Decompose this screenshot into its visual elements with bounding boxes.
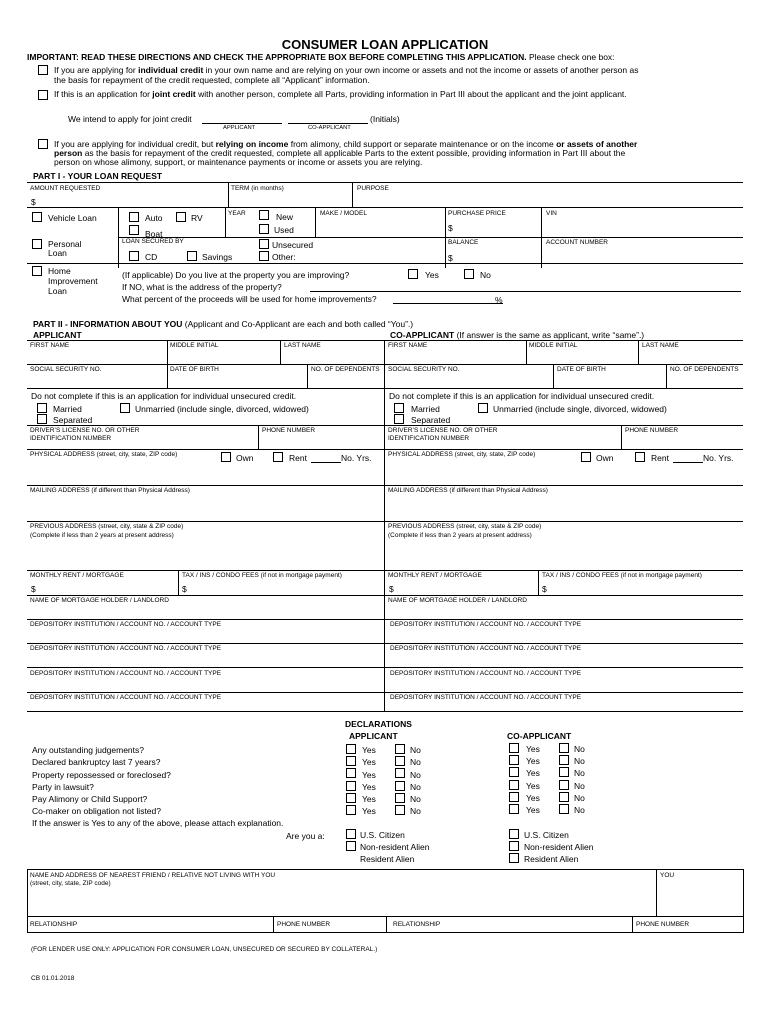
applicant-yes-checkbox[interactable] xyxy=(346,744,356,754)
applicant-yes-checkbox[interactable] xyxy=(346,793,356,803)
divider xyxy=(352,183,353,207)
applicant-rent-dollar[interactable]: $ xyxy=(31,584,36,594)
applicant-ssn-label: SOCIAL SECURITY NO. xyxy=(30,366,102,373)
opt2-c: with another person, complete all Parts, providing information in Part III about the applicant and the joint applicant. xyxy=(195,89,627,99)
coapplicant-mailing-address-label: MAILING ADDRESS (if different than Physical Address) xyxy=(388,487,548,494)
applicant-no-label: No xyxy=(410,770,421,780)
rule xyxy=(27,388,743,389)
coapplicant-yes-label: Yes xyxy=(526,768,540,778)
coapplicant-non-resident-label: Non-resident Alien xyxy=(524,842,594,852)
coapplicant-do-not-complete: Do not complete if this is an application for individual unsecured credit. xyxy=(389,391,655,401)
coapplicant-no-label: No xyxy=(574,744,585,754)
option-individual-line2: the basis for repayment of the credit requested, complete all “Applicant” information. xyxy=(54,75,370,85)
term-label: TERM (in months) xyxy=(231,185,284,192)
part1-rule xyxy=(27,182,743,183)
coapplicant-rent-checkbox[interactable] xyxy=(635,452,645,462)
applicant-resident-label[interactable]: Resident Alien xyxy=(360,854,415,864)
coapplicant-heading-bold: CO-APPLICANT xyxy=(390,330,455,340)
applicant-us-citizen-checkbox[interactable] xyxy=(346,829,356,839)
coapplicant-unmarried-checkbox[interactable] xyxy=(478,403,488,413)
divider xyxy=(315,208,316,237)
coapplicant-phone-label: PHONE NUMBER xyxy=(625,427,679,434)
applicant-no-checkbox[interactable] xyxy=(395,744,405,754)
savings-checkbox[interactable] xyxy=(187,251,197,261)
are-you-label: Are you a: xyxy=(286,831,325,841)
divider xyxy=(541,208,542,268)
divider xyxy=(632,916,633,933)
coapplicant-no-label: No xyxy=(574,756,585,766)
coapplicant-middle-initial-label: MIDDLE INITIAL xyxy=(529,342,578,349)
option-joint-text xyxy=(54,90,627,99)
initials-label: (Initials) xyxy=(370,114,400,124)
rule xyxy=(27,263,743,264)
nearest-relative-label-2: (street, city, state, ZIP code) xyxy=(30,880,111,887)
coapplicant-no-checkbox[interactable] xyxy=(559,743,569,753)
coapplicant-dependents-label: NO. OF DEPENDENTS xyxy=(670,366,739,373)
applicant-no-label: No xyxy=(410,794,421,804)
coapplicant-no-checkbox[interactable] xyxy=(559,792,569,802)
question-judgements: Any outstanding judgements? xyxy=(32,745,144,755)
rule xyxy=(27,485,743,486)
divider xyxy=(386,916,387,933)
opt1-b: individual credit xyxy=(138,65,204,75)
applicant-dl-label-2: IDENTIFICATION NUMBER xyxy=(30,435,112,442)
percent-proceeds-question: What percent of the proceeds will be used for home improvements? xyxy=(122,294,377,304)
vehicle-loan-label: Vehicle Loan xyxy=(48,213,97,223)
part1-heading: PART I - YOUR LOAN REQUEST xyxy=(33,171,163,181)
applicant-tax-fees-label: TAX / INS / CONDO FEES (if not in mortgage payment) xyxy=(182,572,342,579)
rule xyxy=(27,667,743,668)
new-label: New xyxy=(276,212,294,222)
coapplicant-tax-fees-label: TAX / INS / CONDO FEES (if not in mortgage payment) xyxy=(542,572,702,579)
center-divider xyxy=(384,340,385,711)
rule xyxy=(27,364,743,365)
coapplicant-own-label: Own xyxy=(596,453,614,463)
divider xyxy=(258,425,259,449)
divider xyxy=(307,364,308,388)
divider xyxy=(225,208,226,237)
personal-loan-label-1: Personal xyxy=(48,239,82,249)
applicant-yes-checkbox[interactable] xyxy=(346,805,356,815)
coapplicant-separated-label: Separated xyxy=(411,415,451,425)
coapplicant-yes-label: Yes xyxy=(526,756,540,766)
cd-checkbox[interactable] xyxy=(129,251,139,261)
phone-label-2: PHONE NUMBER xyxy=(636,921,690,928)
coapplicant-married-label: Married xyxy=(411,404,440,414)
rv-label: RV xyxy=(191,213,203,223)
coapplicant-yes-checkbox[interactable] xyxy=(509,804,519,814)
applicant-married-label: Married xyxy=(53,404,82,414)
applicant-previous-address-label-2: (Complete if less than 2 years at present address) xyxy=(30,532,174,539)
applicant-depository-label: DEPOSITORY INSTITUTION / ACCOUNT NO. / ACCOUNT TYPE xyxy=(30,670,222,677)
you-label: YOU xyxy=(660,872,675,879)
option-relying-line3: person on whose alimony, support, or maintenance payments or income or assets you are relying. xyxy=(54,157,423,167)
unsecured-label: Unsecured xyxy=(272,240,314,250)
opt3-line2a: person xyxy=(54,148,83,158)
declarations-heading: DECLARATIONS xyxy=(345,719,412,729)
important-directions xyxy=(27,53,615,62)
home-improvement-label-3: Loan xyxy=(48,286,67,296)
rule xyxy=(118,237,743,238)
applicant-no-checkbox[interactable] xyxy=(395,768,405,778)
opt1-a: If you are applying for xyxy=(54,65,139,75)
applicant-yes-checkbox[interactable] xyxy=(346,781,356,791)
coapplicant-note: (If answer is the same as applicant, write “same”.) xyxy=(454,330,645,340)
divider xyxy=(280,340,281,364)
cd-label: CD xyxy=(145,252,158,262)
rule xyxy=(27,521,743,522)
individual-credit-checkbox[interactable] xyxy=(38,65,48,75)
applicant-yes-label: Yes xyxy=(362,806,376,816)
other-checkbox[interactable] xyxy=(259,251,269,261)
applicant-first-name-label: FIRST NAME xyxy=(30,342,70,349)
coapplicant-depository-label: DEPOSITORY INSTITUTION / ACCOUNT NO. / ACCOUNT TYPE xyxy=(390,694,582,701)
divider xyxy=(167,340,168,364)
important-rest: Please check one box: xyxy=(526,52,615,62)
purchase-dollar[interactable]: $ xyxy=(448,223,453,233)
applicant-phone-label: PHONE NUMBER xyxy=(262,427,316,434)
phone-label-1: PHONE NUMBER xyxy=(277,921,331,928)
live-at-property-question: (If applicable) Do you live at the property you are improving? xyxy=(122,270,350,280)
nearest-relative-label-1: NAME AND ADDRESS OF NEAREST FRIEND / RELATIVE NOT LIVING WITH YOU xyxy=(30,872,276,879)
part2-heading-rest: (Applicant and Co-Applicant are each and both called “You”.) xyxy=(182,319,414,329)
applicant-depository-label: DEPOSITORY INSTITUTION / ACCOUNT NO. / ACCOUNT TYPE xyxy=(30,621,222,628)
coapplicant-rent-dollar[interactable]: $ xyxy=(389,584,394,594)
applicant-no-checkbox[interactable] xyxy=(395,805,405,815)
amount-dollar[interactable]: $ xyxy=(31,197,36,207)
coapplicant-no-label: No xyxy=(574,793,585,803)
applicant-initials-line[interactable] xyxy=(202,123,282,124)
applicant-depository-label: DEPOSITORY INSTITUTION / ACCOUNT NO. / ACCOUNT TYPE xyxy=(30,694,222,701)
coapplicant-yes-label: Yes xyxy=(526,744,540,754)
live-yes-checkbox[interactable] xyxy=(408,269,418,279)
opt3-d: or assets of another xyxy=(556,139,638,149)
coapplicant-yes-checkbox[interactable] xyxy=(509,767,519,777)
applicant-separated-label: Separated xyxy=(53,415,93,425)
applicant-own-checkbox[interactable] xyxy=(221,452,231,462)
applicant-heading: APPLICANT xyxy=(33,330,82,340)
question-lawsuit: Party in lawsuit? xyxy=(32,782,94,792)
other-label: Other: xyxy=(272,252,296,262)
coapplicant-us-citizen-label: U.S. Citizen xyxy=(524,830,569,840)
coapplicant-no-checkbox[interactable] xyxy=(559,780,569,790)
coapplicant-no-checkbox[interactable] xyxy=(559,767,569,777)
relationship-label-1: RELATIONSHIP xyxy=(30,921,78,928)
coapplicant-dl-label-2: IDENTIFICATION NUMBER xyxy=(388,435,470,442)
applicant-unmarried-label: Unmarried (include single, divorced, widowed) xyxy=(135,404,309,414)
applicant-yes-label: Yes xyxy=(362,745,376,755)
relationship-label-2: RELATIONSHIP xyxy=(393,921,441,928)
vehicle-loan-checkbox[interactable] xyxy=(32,212,42,222)
applicant-non-resident-label: Non-resident Alien xyxy=(360,842,430,852)
divider xyxy=(178,570,179,595)
declarations-coapplicant-heading: CO-APPLICANT xyxy=(507,731,572,741)
personal-loan-checkbox[interactable] xyxy=(32,239,42,249)
applicant-separated-checkbox[interactable] xyxy=(37,414,47,424)
boat-checkbox[interactable] xyxy=(129,225,139,235)
coapplicant-no-checkbox[interactable] xyxy=(559,804,569,814)
option-individual-text xyxy=(54,66,638,75)
live-no-label: No xyxy=(480,270,491,280)
applicant-years-line[interactable] xyxy=(311,462,341,463)
coapplicant-monthly-rent-label: MONTHLY RENT / MORTGAGE xyxy=(388,572,482,579)
applicant-no-yrs-label: No. Yrs. xyxy=(341,453,372,463)
coapplicant-yes-label: Yes xyxy=(526,793,540,803)
coapplicant-resident-checkbox[interactable] xyxy=(509,853,519,863)
divider xyxy=(228,183,229,207)
coapplicant-tax-dollar[interactable]: $ xyxy=(542,584,547,594)
coapplicant-depository-label: DEPOSITORY INSTITUTION / ACCOUNT NO. / ACCOUNT TYPE xyxy=(390,621,582,628)
applicant-yes-label: Yes xyxy=(362,757,376,767)
coapplicant-dob-label: DATE OF BIRTH xyxy=(557,366,606,373)
coapplicant-no-yrs-label: No. Yrs. xyxy=(703,453,734,463)
coapplicant-physical-address-label: PHYSICAL ADDRESS (street, city, state, ZIP code) xyxy=(388,451,536,458)
rule xyxy=(27,425,743,426)
divider xyxy=(553,364,554,388)
balance-dollar[interactable]: $ xyxy=(448,253,453,263)
rule xyxy=(27,692,743,693)
applicant-yes-checkbox[interactable] xyxy=(346,768,356,778)
attach-explanation-note: If the answer is Yes to any of the above, please attach explanation. xyxy=(32,818,284,828)
applicant-us-citizen-label: U.S. Citizen xyxy=(360,830,405,840)
percent-sign: % xyxy=(495,295,503,305)
applicant-middle-initial-label: MIDDLE INITIAL xyxy=(170,342,219,349)
purpose-label: PURPOSE xyxy=(357,185,389,192)
opt1-c: in your own name and are relying on your own income or assets and not the income or assets of another person as xyxy=(203,65,639,75)
declarations-applicant-heading: APPLICANT xyxy=(349,731,398,741)
new-checkbox[interactable] xyxy=(259,210,269,220)
rule xyxy=(27,711,743,712)
part2-heading xyxy=(33,320,413,329)
coapplicant-last-name-label: LAST NAME xyxy=(642,342,679,349)
applicant-last-name-label: LAST NAME xyxy=(284,342,321,349)
question-comaker: Co-maker on obligation not listed? xyxy=(32,806,161,816)
divider xyxy=(445,208,446,268)
coapplicant-no-label: No xyxy=(574,781,585,791)
applicant-no-label: No xyxy=(410,745,421,755)
home-improvement-checkbox[interactable] xyxy=(32,266,42,276)
coapplicant-mortgage-holder-label: NAME OF MORTGAGE HOLDER / LANDLORD xyxy=(388,597,527,604)
applicant-dob-label: DATE OF BIRTH xyxy=(170,366,219,373)
applicant-depository-label: DEPOSITORY INSTITUTION / ACCOUNT NO. / ACCOUNT TYPE xyxy=(30,645,222,652)
initials-coapplicant-label: CO-APPLICANT xyxy=(308,125,351,131)
intend-joint-label: We intend to apply for joint credit xyxy=(68,114,192,124)
applicant-previous-address-label-1: PREVIOUS ADDRESS (street, city, state & ZIP code) xyxy=(30,523,184,530)
coapplicant-first-name-label: FIRST NAME xyxy=(388,342,428,349)
coapplicant-depository-label: DEPOSITORY INSTITUTION / ACCOUNT NO. / ACCOUNT TYPE xyxy=(390,645,582,652)
applicant-yes-label: Yes xyxy=(362,794,376,804)
applicant-no-checkbox[interactable] xyxy=(395,756,405,766)
applicant-rent-checkbox[interactable] xyxy=(273,452,283,462)
year-label: YEAR xyxy=(228,210,246,217)
vin-label: VIN xyxy=(546,210,557,217)
rule xyxy=(27,449,743,450)
coapplicant-no-label: No xyxy=(574,805,585,815)
applicant-yes-checkbox[interactable] xyxy=(346,756,356,766)
property-address-question: If NO, what is the address of the property? xyxy=(122,282,282,292)
applicant-unmarried-checkbox[interactable] xyxy=(120,403,130,413)
purchase-price-label: PURCHASE PRICE xyxy=(448,210,506,217)
applicant-no-checkbox[interactable] xyxy=(395,793,405,803)
loan-secured-by-label: LOAN SECURED BY xyxy=(122,238,184,245)
question-alimony: Pay Alimony or Child Support? xyxy=(32,794,148,804)
coapplicant-separated-checkbox[interactable] xyxy=(394,414,404,424)
part2-heading-bold: PART II - INFORMATION ABOUT YOU xyxy=(33,319,183,329)
divider xyxy=(638,340,639,364)
coapplicant-own-checkbox[interactable] xyxy=(581,452,591,462)
coapplicant-ssn-label: SOCIAL SECURITY NO. xyxy=(388,366,460,373)
important-bold: IMPORTANT: READ THESE DIRECTIONS AND CHECK THE APPROPRIATE BOX BEFORE COMPLETING THIS APPLICATION. xyxy=(27,52,527,62)
opt3-b: relying on income xyxy=(215,139,289,149)
applicant-yes-label: Yes xyxy=(362,770,376,780)
coapplicant-yes-checkbox[interactable] xyxy=(509,780,519,790)
used-label: Used xyxy=(274,225,294,235)
coapplicant-heading xyxy=(390,331,644,340)
rule xyxy=(27,619,743,620)
relying-income-checkbox[interactable] xyxy=(38,139,48,149)
coapplicant-previous-address-label-1: PREVIOUS ADDRESS (street, city, state & ZIP code) xyxy=(388,523,542,530)
opt2-b: joint credit xyxy=(152,89,196,99)
applicant-yes-label: Yes xyxy=(362,782,376,792)
lender-use-note: (FOR LENDER USE ONLY: APPLICATION FOR CONSUMER LOAN, UNSECURED OR SECURED BY COLLATERAL.) xyxy=(31,946,378,953)
applicant-tax-dollar[interactable]: $ xyxy=(182,584,187,594)
coapplicant-yes-checkbox[interactable] xyxy=(509,743,519,753)
account-number-label: ACCOUNT NUMBER xyxy=(546,239,608,246)
applicant-monthly-rent-label: MONTHLY RENT / MORTGAGE xyxy=(30,572,124,579)
rule xyxy=(27,207,743,208)
page-title: CONSUMER LOAN APPLICATION xyxy=(281,37,489,52)
coapplicant-yes-label: Yes xyxy=(526,805,540,815)
divider xyxy=(621,425,622,449)
coapplicant-unmarried-label: Unmarried (include single, divorced, widowed) xyxy=(493,404,667,414)
divider xyxy=(167,364,168,388)
applicant-dl-label-1: DRIVER’S LICENSE NO. OR OTHER xyxy=(30,427,140,434)
opt3-a: If you are applying for individual credit, but xyxy=(54,139,216,149)
coapplicant-no-label: No xyxy=(574,768,585,778)
applicant-no-label: No xyxy=(410,757,421,767)
home-improvement-label-1: Home xyxy=(48,266,71,276)
boat-label: Boat xyxy=(145,229,163,239)
savings-label: Savings xyxy=(202,252,233,262)
question-bankruptcy: Declared bankruptcy last 7 years? xyxy=(32,757,161,767)
divider xyxy=(273,916,274,933)
coapplicant-dl-label-1: DRIVER’S LICENSE NO. OR OTHER xyxy=(388,427,498,434)
make-model-label: MAKE / MODEL xyxy=(320,210,367,217)
balance-label: BALANCE xyxy=(448,239,479,246)
applicant-no-label: No xyxy=(410,782,421,792)
divider xyxy=(666,364,667,388)
opt2-a: If this is an application for xyxy=(54,89,153,99)
rule xyxy=(27,643,743,644)
coapplicant-depository-label: DEPOSITORY INSTITUTION / ACCOUNT NO. / ACCOUNT TYPE xyxy=(390,670,582,677)
percent-line[interactable] xyxy=(393,303,503,304)
property-address-line[interactable] xyxy=(310,291,741,292)
coapplicant-yes-checkbox[interactable] xyxy=(509,792,519,802)
divider xyxy=(656,869,657,917)
applicant-rent-label: Rent xyxy=(289,453,307,463)
amount-requested-label: AMOUNT REQUESTED xyxy=(30,185,101,192)
coapplicant-yes-checkbox[interactable] xyxy=(509,755,519,765)
applicant-mortgage-holder-label: NAME OF MORTGAGE HOLDER / LANDLORD xyxy=(30,597,169,604)
coapplicant-previous-address-label-2: (Complete if less than 2 years at present address) xyxy=(388,532,532,539)
live-yes-label: Yes xyxy=(425,270,439,280)
coapplicant-yes-label: Yes xyxy=(526,781,540,791)
rv-checkbox[interactable] xyxy=(176,212,186,222)
opt3-c: from alimony, child support or separate maintenance or on the income xyxy=(288,139,557,149)
personal-loan-label-2: Loan xyxy=(48,248,67,258)
rule xyxy=(27,570,743,571)
applicant-no-checkbox[interactable] xyxy=(395,781,405,791)
coapplicant-initials-line[interactable] xyxy=(288,123,368,124)
form-code: CB 01.01.2018 xyxy=(31,975,75,982)
unsecured-checkbox[interactable] xyxy=(259,239,269,249)
opt3-line2b: as the basis for repayment of the credit requested, complete all applicable Parts to the extent possible, providing information in Part III about the xyxy=(82,148,626,158)
coapplicant-years-line[interactable] xyxy=(673,462,703,463)
rule xyxy=(27,340,743,341)
coapplicant-rent-label: Rent xyxy=(651,453,669,463)
coapplicant-no-checkbox[interactable] xyxy=(559,755,569,765)
applicant-married-checkbox[interactable] xyxy=(37,403,47,413)
applicant-dependents-label: NO. OF DEPENDENTS xyxy=(311,366,380,373)
home-improvement-label-2: Improvement xyxy=(48,276,98,286)
coapplicant-married-checkbox[interactable] xyxy=(394,403,404,413)
applicant-physical-address-label: PHYSICAL ADDRESS (street, city, state, ZIP code) xyxy=(30,451,178,458)
live-no-checkbox[interactable] xyxy=(464,269,474,279)
divider xyxy=(526,340,527,364)
divider xyxy=(538,570,539,595)
coapplicant-resident-label: Resident Alien xyxy=(524,854,579,864)
applicant-mailing-address-label: MAILING ADDRESS (if different than Physical Address) xyxy=(30,487,190,494)
used-checkbox[interactable] xyxy=(259,224,269,234)
applicant-no-label: No xyxy=(410,806,421,816)
applicant-do-not-complete: Do not complete if this is an application for individual unsecured credit. xyxy=(31,391,297,401)
joint-credit-checkbox[interactable] xyxy=(38,90,48,100)
question-repossessed: Property repossessed or foreclosed? xyxy=(32,770,171,780)
coapplicant-non-resident-checkbox[interactable] xyxy=(509,841,519,851)
auto-label: Auto xyxy=(145,213,163,223)
applicant-own-label: Own xyxy=(236,453,254,463)
divider xyxy=(118,208,119,268)
rule xyxy=(27,595,743,596)
initials-applicant-label: APPLICANT xyxy=(223,125,256,131)
auto-checkbox[interactable] xyxy=(129,212,139,222)
coapplicant-us-citizen-checkbox[interactable] xyxy=(509,829,519,839)
applicant-non-resident-checkbox[interactable] xyxy=(346,841,356,851)
